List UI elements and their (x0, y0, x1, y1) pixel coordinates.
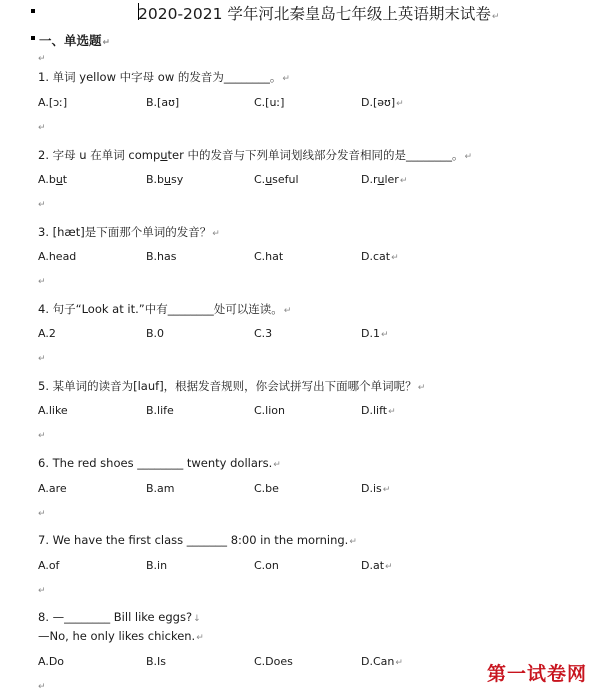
option-a[interactable] (38, 173, 67, 186)
option-d[interactable] (361, 655, 403, 668)
paragraph-mark: ↵ (196, 633, 204, 643)
option-b[interactable] (146, 173, 183, 186)
watermark-logo: 第一试卷网 (486, 663, 587, 685)
underlined-letter: u (55, 173, 63, 186)
option-text: t (62, 173, 68, 186)
option-b[interactable]: B.life (146, 404, 174, 417)
question-text: ter 中的发音与下列单词划线部分发音相同的是________。 (167, 148, 464, 162)
option-a[interactable]: A.of (38, 559, 60, 572)
paragraph-mark: ↵ (102, 38, 111, 48)
option-c[interactable]: C.on (254, 559, 279, 572)
paragraph-mark: ↵ (396, 99, 404, 109)
section-heading[interactable] (39, 31, 110, 49)
empty-paragraph-mark: ↵ (38, 586, 46, 596)
paragraph-mark: ↵ (385, 562, 393, 572)
empty-paragraph-mark: ↵ (38, 123, 46, 133)
paragraph-mark: ↵ (388, 407, 396, 417)
option-d[interactable] (361, 96, 404, 109)
empty-paragraph-mark: ↵ (38, 509, 46, 519)
option-d[interactable] (361, 559, 393, 572)
option-c[interactable] (254, 173, 299, 186)
option-text: seful (272, 173, 299, 186)
empty-paragraph-mark: ↵ (38, 200, 46, 210)
question-stem[interactable] (38, 224, 220, 240)
empty-paragraph-mark: ↵ (38, 54, 46, 64)
paragraph-mark: ↵ (283, 306, 292, 316)
paragraph-mark: ↵ (380, 330, 389, 340)
question-stem[interactable] (38, 147, 472, 163)
option-text: D.cat (361, 250, 391, 263)
option-a[interactable]: A.2 (38, 327, 56, 340)
underlined-letter: u (164, 173, 172, 186)
option-text: D.Can (361, 655, 395, 668)
option-text: D.at (361, 559, 385, 572)
option-text: A.b (38, 173, 56, 186)
question-stem[interactable] (38, 301, 291, 317)
title-bullet (31, 9, 35, 13)
question-stem[interactable] (38, 456, 281, 470)
paragraph-mark: ↵ (212, 229, 220, 239)
option-b[interactable]: B.in (146, 559, 168, 572)
underlined-letter: u (160, 148, 168, 162)
option-a[interactable]: A.Do (38, 655, 65, 668)
paragraph-mark: ↵ (395, 658, 403, 668)
question-stem[interactable] (38, 533, 357, 547)
option-d[interactable] (361, 404, 396, 417)
question-text: 1. 单词 yellow 中字母 ow 的发音为________。 (38, 70, 282, 84)
question-stem-line-2[interactable] (38, 629, 204, 643)
option-text: D.lift (361, 404, 388, 417)
option-a[interactable]: A.head (38, 250, 77, 263)
option-text: D.is (361, 482, 382, 495)
question-text: 5. 某单词的读音为[lauf]，根据发音规则，你会试拼写出下面哪个单词呢？ (38, 379, 417, 393)
option-b[interactable]: B.[aʊ] (146, 96, 180, 109)
paragraph-mark: ↵ (464, 152, 473, 162)
question-text: —No, he only likes chicken. (38, 629, 196, 643)
option-c[interactable]: C.3 (254, 327, 273, 340)
underlined-letter: u (377, 173, 385, 186)
paragraph-mark: ↵ (417, 383, 426, 393)
question-text: 2. 字母 u 在单词 comp (38, 148, 161, 162)
option-text: ler (384, 173, 399, 186)
paragraph-mark: ↵ (382, 485, 391, 495)
option-c[interactable]: C.be (254, 482, 279, 495)
question-stem[interactable] (38, 69, 290, 85)
empty-paragraph-mark: ↵ (38, 431, 46, 441)
paragraph-mark: ↵ (399, 176, 408, 186)
option-a[interactable]: A.like (38, 404, 68, 417)
option-c[interactable]: C.hat (254, 250, 284, 263)
empty-paragraph-mark: ↵ (38, 354, 46, 364)
empty-paragraph-mark: ↵ (38, 277, 46, 287)
question-stem[interactable] (38, 610, 201, 624)
option-b[interactable]: B.am (146, 482, 175, 495)
section-bullet (31, 36, 35, 40)
paragraph-mark: ↵ (491, 12, 500, 22)
section-text: 一、单选题 (39, 33, 102, 48)
option-b[interactable]: B.has (146, 250, 177, 263)
question-text: 3. [hæt]是下面那个单词的发音？ (38, 225, 212, 239)
paragraph-mark: ↵ (391, 253, 399, 263)
option-text: B.b (146, 173, 165, 186)
option-c[interactable]: C.lion (254, 404, 285, 417)
option-d[interactable] (361, 250, 399, 263)
paragraph-mark: ↵ (282, 74, 290, 84)
option-d[interactable] (361, 482, 390, 495)
underlined-letter: u (265, 173, 273, 186)
option-c[interactable]: C.Does (254, 655, 293, 668)
option-b[interactable]: B.0 (146, 327, 165, 340)
paragraph-mark: ↵ (273, 460, 281, 470)
empty-paragraph-mark: ↵ (38, 682, 46, 692)
option-d[interactable] (361, 327, 389, 340)
option-text: D.[əʊ] (361, 96, 396, 109)
line-break-mark: ↓ (193, 614, 201, 624)
question-stem[interactable] (38, 378, 425, 394)
question-text: 6. The red shoes ________ twenty dollars. (38, 456, 273, 470)
option-d[interactable] (361, 173, 407, 186)
question-text: 4. 句子“Look at it.”中有________处可以连读。 (38, 302, 283, 316)
option-text: D.r (361, 173, 378, 186)
option-b[interactable]: B.Is (146, 655, 167, 668)
title-text: 2020-2021 学年河北秦皇岛七年级上英语期末试卷 (138, 5, 491, 23)
option-text: D.1 (361, 327, 380, 340)
question-text: 8. —________ Bill like eggs? (38, 610, 193, 624)
option-a[interactable]: A.[ɔː] (38, 96, 68, 109)
question-text: 7. We have the first class _______ 8:00 in the morning. (38, 533, 349, 547)
paragraph-mark: ↵ (349, 537, 357, 547)
option-c[interactable]: C.[uː] (254, 96, 285, 109)
option-a[interactable]: A.are (38, 482, 67, 495)
document-title[interactable] (138, 2, 499, 24)
option-text: sy (171, 173, 184, 186)
option-text: C. (254, 173, 266, 186)
